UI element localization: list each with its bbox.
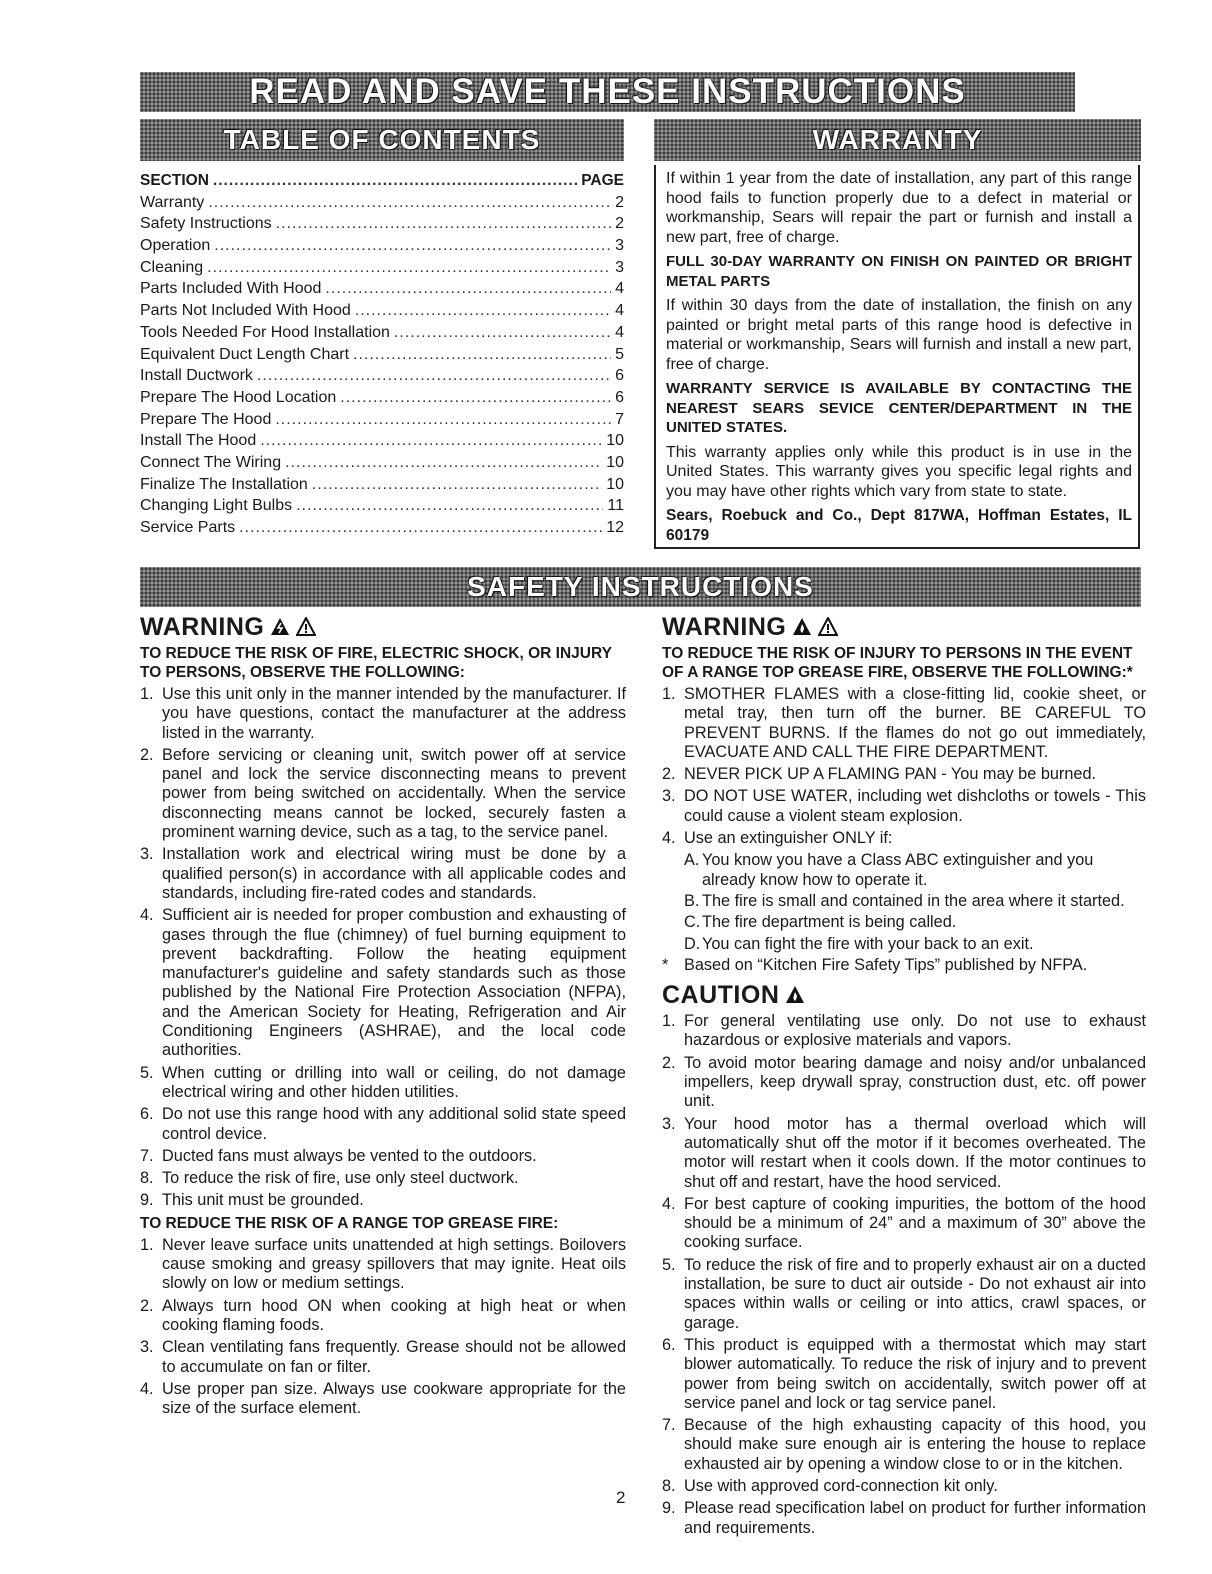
list-item-number: 1. bbox=[662, 1012, 676, 1031]
toc-entry-label: Equivalent Duct Length Chart bbox=[140, 345, 350, 363]
list-item-number: 5. bbox=[140, 1063, 154, 1082]
list-item bbox=[140, 1297, 626, 1336]
list-item-number: 8. bbox=[662, 1476, 676, 1495]
toc-entry bbox=[140, 192, 624, 214]
list-item-number: 3. bbox=[140, 845, 154, 864]
list-item-number: 1. bbox=[662, 685, 676, 703]
toc-entry-label: Cleaning bbox=[140, 258, 204, 276]
footnote-mark: * bbox=[662, 955, 669, 974]
toc-entry bbox=[140, 213, 624, 235]
toc-leader bbox=[275, 409, 611, 431]
list-item-text: This product is equipped with a thermostat which may start blower automatically. To reduce the risk of injury and to prevent power from being switch on accidentally, switch power off at service panel and lock or tag service panel. bbox=[684, 1335, 1146, 1412]
warning-triangle-icon bbox=[818, 617, 838, 637]
toc-entry bbox=[140, 257, 624, 279]
warranty-heading bbox=[654, 119, 1141, 161]
toc-entry-label: Service Parts bbox=[140, 519, 236, 536]
list-item-number: 2. bbox=[662, 765, 676, 784]
toc-leader bbox=[325, 278, 611, 300]
toc-entry-page: 10 bbox=[606, 432, 624, 450]
toc-entry bbox=[140, 474, 624, 496]
list-item bbox=[140, 1105, 626, 1144]
list-item bbox=[140, 1236, 626, 1294]
list-item bbox=[140, 1380, 626, 1419]
list-item bbox=[684, 913, 1146, 932]
list-item-text: To reduce the risk of fire and to properly exhaust air on a ducted installation, be sure to duct air outside - Do not exhaust air into spaces within walls or ceiling or into attics, crawl spaces, or garage. bbox=[684, 1255, 1146, 1332]
list-item-number: C. bbox=[684, 913, 701, 932]
toc-col-section: SECTION bbox=[140, 172, 209, 189]
grease-fire-list bbox=[140, 1236, 626, 1419]
toc-entry-label: Finalize The Installation bbox=[140, 475, 308, 493]
toc-entry-label: Install The Hood bbox=[140, 432, 257, 450]
list-item bbox=[662, 685, 1146, 762]
list-item bbox=[140, 685, 626, 743]
list-item-number: 2. bbox=[140, 1296, 154, 1315]
toc-leader bbox=[276, 213, 611, 235]
list-item bbox=[140, 746, 626, 842]
toc-entry-label: Parts Not Included With Hood bbox=[140, 302, 351, 320]
warranty-address: Sears, Roebuck and Co., Dept 817WA, Hoffman Estates, IL 60179 bbox=[666, 507, 1132, 544]
list-item-text: You can fight the fire with your back to an exit. bbox=[702, 934, 1034, 953]
warranty-heading-text: WARRANTY bbox=[812, 124, 983, 155]
list-item-number: 3. bbox=[662, 1114, 676, 1133]
warning-triangle-icon bbox=[296, 617, 316, 637]
toc-leader bbox=[213, 170, 577, 192]
right-warning-heading bbox=[662, 610, 1146, 644]
list-item-text: Use with approved cord-connection kit only. bbox=[684, 1476, 998, 1495]
list-item-text: SMOTHER FLAMES with a close-fitting lid, cookie sheet, or metal tray, then turn off the burner. BE CAREFUL TO PREVENT BURNS. If the flames do not go out immediately, EVACUATE AND CALL THE FIRE DEPARTMENT. bbox=[684, 685, 1146, 761]
list-item bbox=[662, 1012, 1146, 1051]
list-item-number: B. bbox=[684, 891, 700, 910]
safety-right-column bbox=[662, 610, 1146, 1541]
toc-entry-label: Safety Instructions bbox=[140, 215, 272, 233]
list-item bbox=[140, 906, 626, 1060]
list-item bbox=[662, 1054, 1146, 1112]
toc-entry-page: 10 bbox=[606, 475, 624, 493]
list-item-text: For best capture of cooking impurities, the bottom of the hood should be a minimum of 24” and a maximum of 30” above the cooking surface. bbox=[684, 1194, 1146, 1252]
page-number: 2 bbox=[616, 1488, 626, 1507]
toc-entry-page: 11 bbox=[607, 497, 624, 515]
list-item-text: Clean ventilating fans frequently. Grease should not be allowed to accumulate on fan or filter. bbox=[162, 1338, 626, 1376]
right-warning-label: WARNING bbox=[662, 613, 787, 641]
toc-entry bbox=[140, 322, 624, 344]
toc-heading bbox=[140, 119, 624, 161]
list-item-text: The fire is small and contained in the area where it started. bbox=[702, 891, 1125, 910]
list-item-text: Before servicing or cleaning unit, switch power off at service panel and lock the service disconnecting means to prevent power from being switched on accidentally. When the service disconnecting means cannot be locked, securely fasten a prominent warning device, such as a tag, to the service panel. bbox=[162, 745, 626, 842]
caution-list bbox=[662, 1012, 1146, 1538]
caution-heading bbox=[662, 978, 1146, 1012]
toc-leader bbox=[353, 344, 611, 366]
toc-entries bbox=[140, 192, 624, 539]
safety-heading-text: SAFETY INSTRUCTIONS bbox=[467, 571, 814, 602]
toc-leader bbox=[260, 430, 602, 452]
list-item-text: Use this unit only in the manner intended by the manufacturer. If you have questions, contact the manufacturer at the address listed in the warranty. bbox=[162, 685, 626, 742]
toc-entry-label: Parts Included With Hood bbox=[140, 280, 322, 298]
list-item-number: 5. bbox=[662, 1255, 676, 1274]
list-item-number: 1. bbox=[140, 685, 154, 703]
toc-entry-page: 3 bbox=[615, 237, 624, 255]
list-item-number: 2. bbox=[140, 745, 154, 764]
toc-entry-page: 6 bbox=[615, 388, 624, 406]
list-item bbox=[140, 1338, 626, 1377]
list-item-number: 4. bbox=[140, 906, 154, 925]
list-item-number: 6. bbox=[662, 1335, 676, 1354]
fire-hazard-icon bbox=[792, 617, 812, 637]
list-item-number: 8. bbox=[140, 1169, 154, 1188]
left-warning-label: WARNING bbox=[140, 613, 265, 641]
toc-entry-page: 4 bbox=[615, 280, 624, 298]
toc-header-row bbox=[140, 170, 624, 192]
list-item bbox=[684, 851, 1146, 890]
toc-entry-label: Operation bbox=[140, 237, 211, 255]
toc-entry-label: Prepare The Hood bbox=[140, 410, 272, 428]
toc-entry bbox=[140, 300, 624, 322]
list-item-text: When cutting or drilling into wall or ceiling, do not damage electrical wiring and other hidden utilities. bbox=[162, 1063, 626, 1101]
toc-entry-page: 6 bbox=[615, 367, 624, 385]
list-item-text: Do not use this range hood with any additional solid state speed control device. bbox=[162, 1105, 626, 1143]
caution-label: CAUTION bbox=[662, 981, 780, 1010]
list-item-text: Use an extinguisher ONLY if: bbox=[684, 829, 893, 848]
list-item bbox=[662, 1115, 1146, 1192]
list-item bbox=[140, 1064, 626, 1103]
list-item-text: Installation work and electrical wiring must be done by a qualified person(s) in accordance with all applicable codes and standards, including fire-rated codes and standards. bbox=[162, 845, 626, 902]
list-item-number: 9. bbox=[140, 1191, 154, 1210]
toc-entry bbox=[140, 365, 624, 387]
list-item-number: 6. bbox=[140, 1105, 154, 1124]
list-item-number: A. bbox=[684, 851, 700, 870]
toc-entry-page: 5 bbox=[615, 345, 624, 363]
toc-leader bbox=[214, 235, 611, 257]
toc-entry-label: Install Ductwork bbox=[140, 367, 253, 385]
list-item bbox=[140, 1147, 626, 1166]
toc-entry-page: 12 bbox=[606, 519, 624, 536]
list-item-number: 1. bbox=[140, 1235, 154, 1254]
list-item bbox=[140, 1191, 626, 1210]
toc-entry-page: 2 bbox=[615, 193, 624, 211]
warranty-paragraph-2: If within 30 days from the date of installation, the finish on any painted or bright metal parts of this range hood is defective in material or workmanship, Sears will furnish and install a new part, free of charge. bbox=[666, 297, 1132, 373]
list-item-text: The fire department is being called. bbox=[702, 913, 957, 932]
toc-entry-page: 7 bbox=[615, 410, 624, 428]
toc-entry-label: Connect The Wiring bbox=[140, 453, 282, 471]
list-item-text: Sufficient air is needed for proper combustion and exhausting of gases through the flue (chimney) of fuel burning equipment to prevent backdrafting. Follow the heating equipment manufacturer's guideline and safety standards such as those published by the National Fire Protection Association (NFPA), and the American Society for Heating, Refrigeration and Air Conditioning Engineers (ASHRAE), and the local code authorities. bbox=[162, 906, 626, 1060]
list-item-number: 9. bbox=[662, 1499, 676, 1518]
title-banner bbox=[140, 72, 1075, 112]
toc-entry-label: Prepare The Hood Location bbox=[140, 388, 337, 406]
warranty-service-heading: WARRANTY SERVICE IS AVAILABLE BY CONTACTING THE NEAREST SEARS SEVICE CENTER/DEPARTMENT IN THE UNITED STATES. bbox=[666, 380, 1132, 436]
toc-entry bbox=[140, 235, 624, 257]
electric-hazard-icon bbox=[270, 617, 290, 637]
grease-fire-heading: TO REDUCE THE RISK OF A RANGE TOP GREASE FIRE: bbox=[140, 1214, 559, 1232]
safety-heading bbox=[140, 567, 1141, 607]
list-item-number: D. bbox=[684, 934, 701, 953]
warranty-paragraph-3: This warranty applies only while this product is in use in the United States. This warranty gives you specific legal rights and you may have other rights which vary from state to state. bbox=[666, 443, 1132, 500]
list-item-number: 4. bbox=[662, 1194, 676, 1213]
list-item bbox=[662, 1477, 1146, 1496]
toc-leader bbox=[394, 322, 611, 344]
toc-leader bbox=[257, 365, 611, 387]
toc-entry bbox=[140, 495, 624, 517]
toc-entry bbox=[140, 409, 624, 431]
list-item bbox=[662, 1336, 1146, 1413]
list-item bbox=[684, 935, 1146, 954]
list-item bbox=[662, 787, 1146, 826]
list-item-text: To avoid motor bearing damage and noisy and/or unbalanced impellers, keep drywall spray, construction dust, etc. off power unit. bbox=[684, 1053, 1146, 1111]
toc-entry bbox=[140, 387, 624, 409]
toc-entry-page: 4 bbox=[615, 323, 624, 341]
list-item-text: Never leave surface units unattended at high settings. Boilovers cause smoking and greasy spillovers that may ignite. Heat oils slowly on low or medium settings. bbox=[162, 1235, 626, 1293]
toc-leader bbox=[208, 192, 611, 214]
left-warning-list bbox=[140, 685, 626, 1211]
toc-entry-label: Changing Light Bulbs bbox=[140, 497, 293, 515]
list-item-number: 2. bbox=[662, 1053, 676, 1072]
toc-col-page: PAGE bbox=[581, 172, 624, 189]
right-warning-intro: TO REDUCE THE RISK OF INJURY TO PERSONS IN THE EVENT OF A RANGE TOP GREASE FIRE, OBSERVE THE FOLLOWING:* bbox=[662, 645, 1133, 681]
table-of-contents bbox=[140, 170, 624, 539]
list-item-text: NEVER PICK UP A FLAMING PAN - You may be burned. bbox=[684, 765, 1097, 784]
list-item-text: You know you have a Class ABC extinguisher and you already know how to operate it. bbox=[702, 851, 1094, 889]
safety-left-column bbox=[140, 610, 626, 1421]
list-item bbox=[684, 892, 1146, 911]
list-item-number: 3. bbox=[662, 787, 676, 806]
toc-leader bbox=[239, 517, 602, 539]
list-item bbox=[662, 765, 1146, 784]
list-item bbox=[140, 845, 626, 903]
toc-entry-page: 2 bbox=[615, 215, 624, 233]
list-item-text: To reduce the risk of fire, use only steel ductwork. bbox=[162, 1169, 519, 1188]
toc-entry bbox=[140, 430, 624, 452]
toc-entry bbox=[140, 344, 624, 366]
list-item bbox=[662, 1256, 1146, 1333]
list-item-text: This unit must be grounded. bbox=[162, 1191, 364, 1210]
title-text: READ AND SAVE THESE INSTRUCTIONS bbox=[249, 72, 966, 111]
list-item bbox=[662, 1195, 1146, 1253]
toc-leader bbox=[312, 474, 602, 496]
toc-entry-label: Warranty bbox=[140, 193, 205, 211]
list-item-text: Use proper pan size. Always use cookware appropriate for the size of the surface element. bbox=[162, 1379, 626, 1418]
toc-entry bbox=[140, 278, 624, 300]
toc-entry bbox=[140, 452, 624, 474]
list-item-text: For general ventilating use only. Do not use to exhaust hazardous or explosive materials and vapors. bbox=[684, 1012, 1146, 1050]
right-warning-list bbox=[662, 685, 1146, 848]
list-item bbox=[662, 1416, 1146, 1474]
toc-leader bbox=[340, 387, 611, 409]
warranty-paragraph-1: If within 1 year from the date of installation, any part of this range hood fails to function properly due to a defect in material or workmanship, Sears will repair the part or furnish and install a new part, free of charge. bbox=[666, 170, 1132, 246]
caution-hazard-icon bbox=[785, 985, 805, 1005]
warranty-finish-heading: FULL 30-DAY WARRANTY ON FINISH ON PAINTED OR BRIGHT METAL PARTS bbox=[666, 253, 1132, 290]
list-item-text: Because of the high exhausting capacity of this hood, you should make sure enough air is entering the house to replace exhausted air by opening a window close to or in the kitchen. bbox=[684, 1416, 1146, 1473]
toc-leader bbox=[207, 257, 611, 279]
list-item-number: 7. bbox=[140, 1146, 154, 1165]
list-item-text: Please read specification label on product for further information and requirements. bbox=[684, 1499, 1146, 1537]
list-item bbox=[662, 829, 1146, 848]
toc-entry-page: 3 bbox=[615, 258, 624, 276]
toc-leader bbox=[296, 495, 603, 517]
toc-entry-page: 10 bbox=[606, 453, 624, 471]
list-item-number: 4. bbox=[140, 1379, 154, 1398]
left-warning-intro: TO REDUCE THE RISK OF FIRE, ELECTRIC SHOCK, OR INJURY TO PERSONS, OBSERVE THE FOLLOWING: bbox=[140, 645, 612, 681]
toc-leader bbox=[355, 300, 611, 322]
list-item-number: 7. bbox=[662, 1416, 676, 1435]
toc-heading-text: TABLE OF CONTENTS bbox=[223, 124, 541, 155]
list-item-text: DO NOT USE WATER, including wet dishcloths or towels - This could cause a violent steam explosion. bbox=[684, 787, 1146, 825]
extinguisher-conditions bbox=[662, 851, 1146, 953]
list-item-text: Always turn hood ON when cooking at high heat or when cooking flaming foods. bbox=[162, 1296, 626, 1334]
list-item-text: Your hood motor has a thermal overload which will automatically shut off the motor if it becomes overheated. The motor will restart when it cools down. If the motor continues to shut off and restart, have the hood serviced. bbox=[684, 1114, 1146, 1191]
toc-leader bbox=[285, 452, 602, 474]
toc-entry-label: Tools Needed For Hood Installation bbox=[140, 323, 390, 341]
footnote-text: Based on “Kitchen Fire Safety Tips” published by NFPA. bbox=[684, 955, 1088, 974]
list-item-number: 4. bbox=[662, 829, 676, 848]
warranty-box bbox=[654, 165, 1140, 549]
toc-entry-page: 4 bbox=[615, 302, 624, 320]
toc-entry bbox=[140, 517, 624, 539]
left-warning-heading bbox=[140, 610, 626, 644]
list-item-text: Ducted fans must always be vented to the outdoors. bbox=[162, 1146, 537, 1165]
list-item-number: 3. bbox=[140, 1338, 154, 1357]
list-item bbox=[140, 1169, 626, 1188]
list-item bbox=[662, 1499, 1146, 1538]
footnote bbox=[662, 956, 1146, 975]
